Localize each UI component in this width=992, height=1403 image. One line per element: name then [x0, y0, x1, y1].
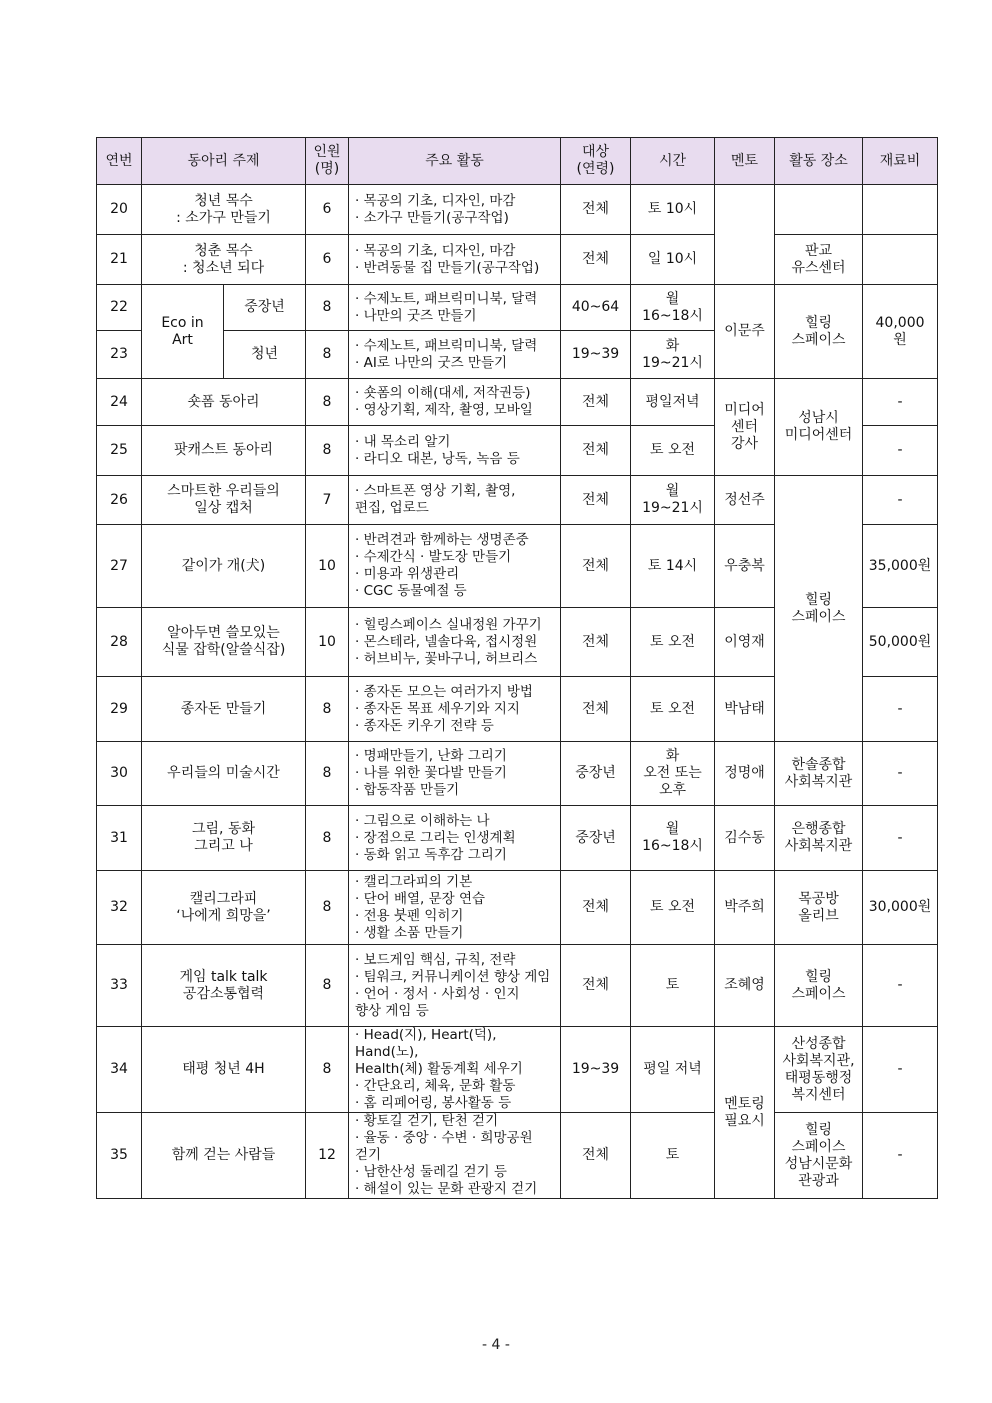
row-fee: -	[863, 945, 938, 1027]
row-place: 한솔종합 사회복지관	[775, 742, 863, 806]
row-place: 산성종합 사회복지관, 태평동행정 복지센터	[775, 1027, 863, 1113]
row-no: 30	[97, 742, 142, 806]
row-target: 전체	[561, 379, 631, 426]
row-fee: -	[863, 806, 938, 871]
row-mentor: 조혜영	[715, 945, 775, 1027]
row-place: 성남시 미디어센터	[775, 379, 863, 476]
row-fee: -	[863, 476, 938, 525]
row-people: 6	[306, 185, 349, 235]
row-fee: -	[863, 742, 938, 806]
row-time: 토	[631, 945, 715, 1027]
row-no: 34	[97, 1027, 142, 1113]
row-target: 전체	[561, 608, 631, 677]
row-people: 8	[306, 677, 349, 742]
row-no: 23	[97, 331, 142, 379]
row-people: 8	[306, 806, 349, 871]
row-target: 전체	[561, 945, 631, 1027]
row-topic-sub: 청년	[224, 331, 306, 379]
row-place: 은행종합 사회복지관	[775, 806, 863, 871]
row-target: 19~39	[561, 331, 631, 379]
row-people: 10	[306, 525, 349, 608]
row-target: 전체	[561, 871, 631, 945]
row-time: 토	[631, 1113, 715, 1199]
row-fee: 50,000원	[863, 608, 938, 677]
row-mentor: 김수동	[715, 806, 775, 871]
row-topic-sub: 중장년	[224, 285, 306, 331]
table-row	[97, 285, 938, 331]
row-people: 8	[306, 1027, 349, 1113]
row-topic: 게임 talk talk 공감소통협력	[142, 945, 306, 1027]
row-activity: · 목공의 기초, 디자인, 마감 · 소가구 만들기(공구작업)	[349, 185, 561, 235]
row-people: 8	[306, 871, 349, 945]
row-activity: · 수제노트, 패브릭미니북, 달력 · 나만의 굿즈 만들기	[349, 285, 561, 331]
row-time: 평일 저녁	[631, 1027, 715, 1113]
row-mentor: 정명애	[715, 742, 775, 806]
table-row	[97, 871, 938, 945]
row-time: 화 오전 또는 오후	[631, 742, 715, 806]
row-topic: 종자돈 만들기	[142, 677, 306, 742]
row-activity: · 보드게임 핵심, 규칙, 전략 · 팀워크, 커뮤니케이션 향상 게임 · 언어 · 정서 · 사회성 · 인지 향상 게임 등	[349, 945, 561, 1027]
row-topic: 스마트한 우리들의 일상 캡처	[142, 476, 306, 525]
row-place: 힐링 스페이스	[775, 285, 863, 379]
row-place: 판교 유스센터	[775, 235, 863, 285]
table-row	[97, 1113, 938, 1199]
row-fee-empty	[863, 185, 938, 235]
row-time: 토 오전	[631, 426, 715, 476]
table-row	[97, 379, 938, 426]
table-row	[97, 185, 938, 235]
row-fee: -	[863, 379, 938, 426]
row-topic: 함께 걷는 사람들	[142, 1113, 306, 1199]
row-people: 8	[306, 945, 349, 1027]
row-no: 26	[97, 476, 142, 525]
header-topic: 동아리 주제	[142, 138, 306, 185]
row-no: 22	[97, 285, 142, 331]
row-target: 전체	[561, 677, 631, 742]
row-place-empty	[775, 185, 863, 235]
header-target: 대상 (연령)	[561, 138, 631, 185]
row-topic: 팟캐스트 동아리	[142, 426, 306, 476]
row-place: 목공방 올리브	[775, 871, 863, 945]
row-fee: 40,000 원	[863, 285, 938, 379]
row-activity: · 반려견과 함께하는 생명존중 · 수제간식 · 발도장 만들기 · 미용과 위생관리 · CGC 동물예절 등	[349, 525, 561, 608]
row-people: 10	[306, 608, 349, 677]
row-target: 전체	[561, 1113, 631, 1199]
row-topic: 같이가 개(犬)	[142, 525, 306, 608]
row-topic: 태평 청년 4H	[142, 1027, 306, 1113]
row-people: 8	[306, 742, 349, 806]
row-people: 7	[306, 476, 349, 525]
row-mentor: 미디어 센터 강사	[715, 379, 775, 476]
row-fee: -	[863, 1027, 938, 1113]
row-mentor: 이영재	[715, 608, 775, 677]
row-topic: 청년 목수 : 소가구 만들기	[142, 185, 306, 235]
row-no: 29	[97, 677, 142, 742]
row-activity: · 내 목소리 알기 · 라디오 대본, 낭독, 녹음 등	[349, 426, 561, 476]
row-time: 토 오전	[631, 608, 715, 677]
header-time: 시간	[631, 138, 715, 185]
row-activity: · 목공의 기초, 디자인, 마감 · 반려동물 집 만들기(공구작업)	[349, 235, 561, 285]
row-topic: 그림, 동화 그리고 나	[142, 806, 306, 871]
row-time: 토 14시	[631, 525, 715, 608]
row-time: 토 오전	[631, 677, 715, 742]
row-topic: 캘리그라피 ‘나에게 희망을’	[142, 871, 306, 945]
row-activity: · 힐링스페이스 실내정원 가꾸기 · 몬스테라, 넬솔다육, 접시정원 · 허브비누, 꽃바구니, 허브리스	[349, 608, 561, 677]
row-no: 32	[97, 871, 142, 945]
row-fee: 30,000원	[863, 871, 938, 945]
row-people: 8	[306, 379, 349, 426]
table-row	[97, 235, 938, 285]
row-mentor-empty	[715, 185, 775, 285]
row-activity: · 스마트폰 영상 기획, 촬영, 편집, 업로드	[349, 476, 561, 525]
row-activity: · Head(지), Heart(덕), Hand(노), Health(체) 활동계획 세우기 · 간단요리, 체육, 문화 활동 · 홈 리페어링, 봉사활동 등	[349, 1027, 561, 1113]
row-time: 화 19~21시	[631, 331, 715, 379]
row-mentor: 박남태	[715, 677, 775, 742]
row-place: 힐링 스페이스 성남시문화 관광과	[775, 1113, 863, 1199]
row-no: 21	[97, 235, 142, 285]
row-mentor: 우충복	[715, 525, 775, 608]
header-activity: 주요 활동	[349, 138, 561, 185]
row-topic: 숏폼 동아리	[142, 379, 306, 426]
table-header-row	[97, 138, 938, 185]
row-time: 월 16~18시	[631, 806, 715, 871]
table-row	[97, 742, 938, 806]
row-place: 힐링 스페이스	[775, 945, 863, 1027]
row-fee: -	[863, 426, 938, 476]
table-row	[97, 1027, 938, 1113]
row-target: 전체	[561, 476, 631, 525]
row-activity: · 숏폼의 이해(대세, 저작권등) · 영상기획, 제작, 촬영, 모바일	[349, 379, 561, 426]
row-no: 31	[97, 806, 142, 871]
club-schedule-table	[96, 137, 938, 1199]
row-fee-empty	[863, 235, 938, 285]
row-place: 힐링 스페이스	[775, 476, 863, 742]
row-mentor: 멘토링 필요시	[715, 1027, 775, 1199]
row-no: 24	[97, 379, 142, 426]
row-fee: 35,000원	[863, 525, 938, 608]
row-activity: · 그림으로 이해하는 나 · 장점으로 그리는 인생계획 · 동화 읽고 독후감 그리기	[349, 806, 561, 871]
row-mentor: 정선주	[715, 476, 775, 525]
header-people: 인원 (명)	[306, 138, 349, 185]
header-no: 연번	[97, 138, 142, 185]
row-topic: 알아두면 쓸모있는 식물 잡학(알쓸식잡)	[142, 608, 306, 677]
row-people: 8	[306, 285, 349, 331]
row-activity: · 캘리그라피의 기본 · 단어 배열, 문장 연습 · 전용 붓펜 익히기 · 생활 소품 만들기	[349, 871, 561, 945]
row-target: 중장년	[561, 742, 631, 806]
row-no: 25	[97, 426, 142, 476]
page-number: - 4 -	[482, 1337, 510, 1353]
header-mentor: 멘토	[715, 138, 775, 185]
row-time: 월 16~18시	[631, 285, 715, 331]
row-topic: 청춘 목수 : 청소년 되다	[142, 235, 306, 285]
row-no: 33	[97, 945, 142, 1027]
row-target: 19~39	[561, 1027, 631, 1113]
table-row	[97, 806, 938, 871]
row-time: 토 오전	[631, 871, 715, 945]
table-row	[97, 476, 938, 525]
row-no: 28	[97, 608, 142, 677]
row-time: 평일저녁	[631, 379, 715, 426]
row-people: 8	[306, 426, 349, 476]
row-fee: -	[863, 677, 938, 742]
row-target: 전체	[561, 426, 631, 476]
row-people: 8	[306, 331, 349, 379]
row-no: 27	[97, 525, 142, 608]
row-no: 35	[97, 1113, 142, 1199]
row-mentor: 박주희	[715, 871, 775, 945]
row-target: 중장년	[561, 806, 631, 871]
row-target: 40~64	[561, 285, 631, 331]
row-time: 토 10시	[631, 185, 715, 235]
row-topic-group: Eco in Art	[142, 285, 224, 379]
header-place: 활동 장소	[775, 138, 863, 185]
row-time: 월 19~21시	[631, 476, 715, 525]
row-target: 전체	[561, 185, 631, 235]
header-fee: 재료비	[863, 138, 938, 185]
row-target: 전체	[561, 235, 631, 285]
row-time: 일 10시	[631, 235, 715, 285]
row-no: 20	[97, 185, 142, 235]
row-activity: · 명패만들기, 난화 그리기 · 나를 위한 꽃다발 만들기 · 합동작품 만들기	[349, 742, 561, 806]
table-row	[97, 945, 938, 1027]
row-target: 전체	[561, 525, 631, 608]
row-people: 6	[306, 235, 349, 285]
row-activity: · 종자돈 모으는 여러가지 방법 · 종자돈 목표 세우기와 지지 · 종자돈 키우기 전략 등	[349, 677, 561, 742]
row-activity: · 수제노트, 패브릭미니북, 달력 · AI로 나만의 굿즈 만들기	[349, 331, 561, 379]
row-fee: -	[863, 1113, 938, 1199]
row-mentor: 이문주	[715, 285, 775, 379]
row-activity: · 황토길 걷기, 탄천 걷기 · 율동 · 중앙 · 수변 · 희망공원 걷기 · 남한산성 둘레길 걷기 등 · 해설이 있는 문화 관광지 걷기	[349, 1113, 561, 1199]
row-topic: 우리들의 미술시간	[142, 742, 306, 806]
row-people: 12	[306, 1113, 349, 1199]
